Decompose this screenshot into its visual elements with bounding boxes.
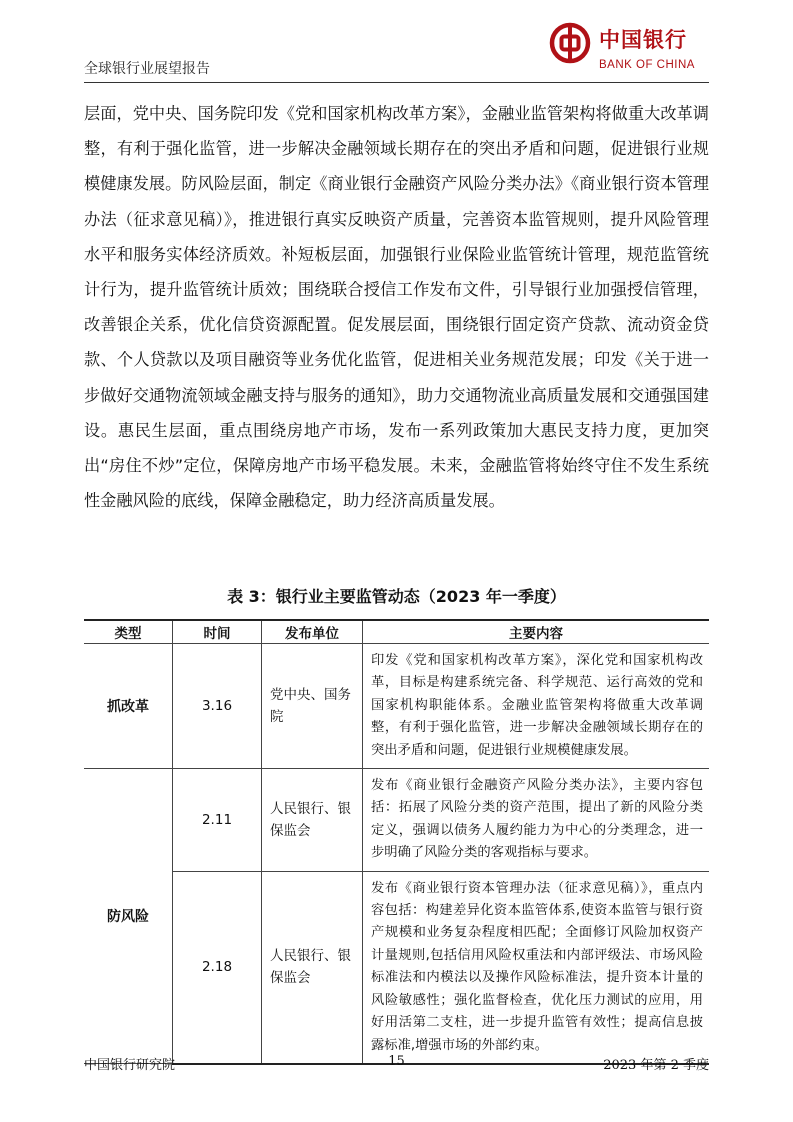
logo-english-name: BANK OF CHINA xyxy=(599,59,695,71)
header-content: 主要内容 xyxy=(363,620,710,644)
cell-issuer: 人民银行、银保监会 xyxy=(262,769,363,872)
report-title: 全球银行业展望报告 xyxy=(84,61,210,77)
footer-organization: 中国银行研究院 xyxy=(84,1058,176,1073)
cell-issuer: 党中央、国务院 xyxy=(262,644,363,769)
table-row xyxy=(84,644,709,769)
footer-period: 2023 年第 2 季度 xyxy=(603,1058,709,1073)
regulatory-table xyxy=(84,619,709,1065)
table-row xyxy=(84,769,709,872)
cell-time: 3.16 xyxy=(173,644,262,769)
logo-chinese-name: 中国银行 xyxy=(599,27,687,52)
cell-type: 防风险 xyxy=(84,769,173,1064)
header-time: 时间 xyxy=(173,620,262,644)
page-number: 15 xyxy=(388,1054,405,1069)
page-header xyxy=(84,20,709,88)
cell-content: 发布《商业银行资本管理办法（征求意见稿）》，重点内容包括：构建差异化资本监管体系,使资本监管与银行资产规模和业务复杂程度相匹配；全面修订风险加权资产计量规则,包括信用风险权重法和内部评级法、市场风险标准法和内模法以及操作风险标准法，提升资本计量的风险敏感性；强化监督检查，优化压力测试的应用，用好用活第二支柱，进一步提升监管有效性；提高信息披露标准,增强市场的外部约束。 xyxy=(363,871,710,1064)
header-type: 类型 xyxy=(84,620,173,644)
cell-type: 抓改革 xyxy=(84,644,173,769)
table-header-row xyxy=(84,620,709,644)
cell-time: 2.18 xyxy=(173,871,262,1064)
bank-of-china-emblem-icon xyxy=(549,22,591,64)
table-title: 表 3：银行业主要监管动态（2023 年一季度） xyxy=(227,587,566,606)
cell-content: 发布《商业银行金融资产风险分类办法》，主要内容包括：拓展了风险分类的资产范围，提出了新的风险分类定义，强调以债务人履约能力为中心的分类理念，进一步明确了风险分类的客观指标与要求。 xyxy=(363,769,710,872)
page-footer xyxy=(84,1054,709,1074)
cell-time: 2.11 xyxy=(173,769,262,872)
body-paragraph: 层面，党中央、国务院印发《党和国家机构改革方案》，金融业监管架构将做重大改革调整，有利于强化监管，进一步解决金融领域长期存在的突出矛盾和问题，促进银行业规模健康发展。防风险层面，制定《商业银行金融资产风险分类办法》《商业银行资本管理办法（征求意见稿）》，推进银行真实反映资产质量，完善资本监管规则，提升风险管理水平和服务实体经济质效。补短板层面，加强银行业保险业监管统计管理，规范监管统计行为，提升监管统计质效；围绕联合授信工作发布文件，引导银行业加强授信管理，改善银企关系，优化信贷资源配置。促发展层面，围绕银行固定资产贷款、流动资金贷款、个人贷款以及项目融资等业务优化监管，促进相关业务规范发展；印发《关于进一步做好交通物流领域金融支持与服务的通知》，助力交通物流业高质量发展和交通强国建设。惠民生层面，重点围绕房地产市场，发布一系列政策加大惠民支持力度，更加突出“房住不炒”定位，保障房地产市场平稳发展。未来，金融监管将始终守住不发生系统性金融风险的底线，保障金融稳定，助力经济高质量发展。 xyxy=(84,104,709,511)
bank-logo xyxy=(549,20,709,82)
cell-issuer: 人民银行、银保监会 xyxy=(262,871,363,1064)
cell-content: 印发《党和国家机构改革方案》，深化党和国家机构改革，目标是构建系统完备、科学规范、运行高效的党和国家机构职能体系。金融业监管架构将做重大改革调整，有利于强化监管，进一步解决金融领域长期存在的突出矛盾和问题，促进银行业规模健康发展。 xyxy=(363,644,710,769)
header-divider xyxy=(84,82,709,83)
table-row xyxy=(84,871,709,1064)
header-issuer: 发布单位 xyxy=(262,620,363,644)
